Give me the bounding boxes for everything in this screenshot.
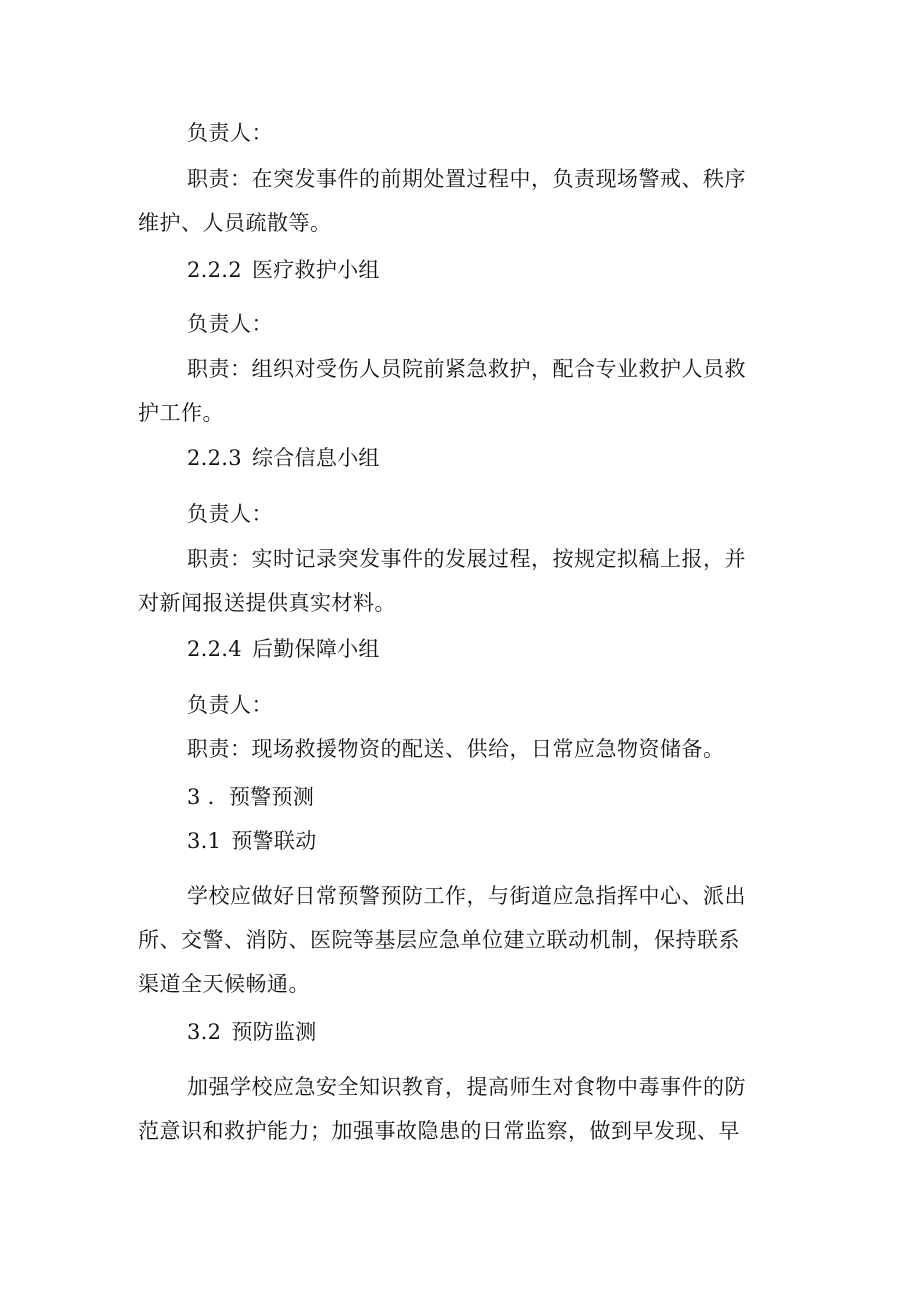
section-title: 预防监测	[231, 1020, 317, 1044]
responsible-person-label: 负责人：	[187, 312, 273, 336]
section-number: 2.2.4	[187, 637, 242, 661]
section-heading-3-2	[187, 1017, 788, 1047]
responsible-person-label: 负责人：	[187, 121, 273, 145]
paragraph-text: 渠道全天候畅通。	[138, 972, 310, 996]
section-title: 综合信息小组	[251, 446, 380, 470]
section-heading-3-1	[187, 826, 788, 856]
section-heading-3: 3 ．预警预测	[187, 785, 315, 809]
duty-text: 维护、人员疏散等。	[138, 211, 332, 235]
section-heading-2-2-4	[187, 634, 788, 664]
section-title: 预警联动	[231, 829, 317, 853]
section-heading-2-2-3	[187, 443, 788, 473]
section-heading-2-2-2	[187, 255, 788, 285]
responsible-person-label: 负责人：	[187, 693, 273, 717]
duty-text: 职责：现场救援物资的配送、供给，日常应急物资储备。	[187, 737, 725, 761]
section-number: 2.2.3	[187, 446, 242, 470]
duty-text: 职责：在突发事件的前期处置过程中，负责现场警戒、秩序	[187, 167, 746, 191]
responsible-person-label: 负责人：	[187, 502, 273, 526]
section-title: 后勤保障小组	[251, 637, 380, 661]
duty-text: 职责：实时记录突发事件的发展过程，按规定拟稿上报，并	[187, 547, 746, 571]
paragraph-text: 学校应做好日常预警预防工作，与街道应急指挥中心、派出	[187, 884, 746, 908]
duty-text: 对新闻报送提供真实材料。	[138, 591, 396, 615]
paragraph-text: 所、交警、消防、医院等基层应急单位建立联动机制，保持联系	[138, 928, 740, 952]
paragraph-text: 加强学校应急安全知识教育，提高师生对食物中毒事件的防	[187, 1075, 746, 1099]
section-number: 3.2	[187, 1020, 222, 1044]
section-number: 2.2.2	[187, 258, 242, 282]
section-title: 医疗救护小组	[251, 258, 380, 282]
duty-text: 护工作。	[138, 401, 224, 425]
duty-text: 职责：组织对受伤人员院前紧急救护，配合专业救护人员救	[187, 357, 746, 381]
section-number: 3.1	[187, 829, 222, 853]
paragraph-text: 范意识和救护能力；加强事故隐患的日常监察，做到早发现、早	[138, 1119, 740, 1143]
